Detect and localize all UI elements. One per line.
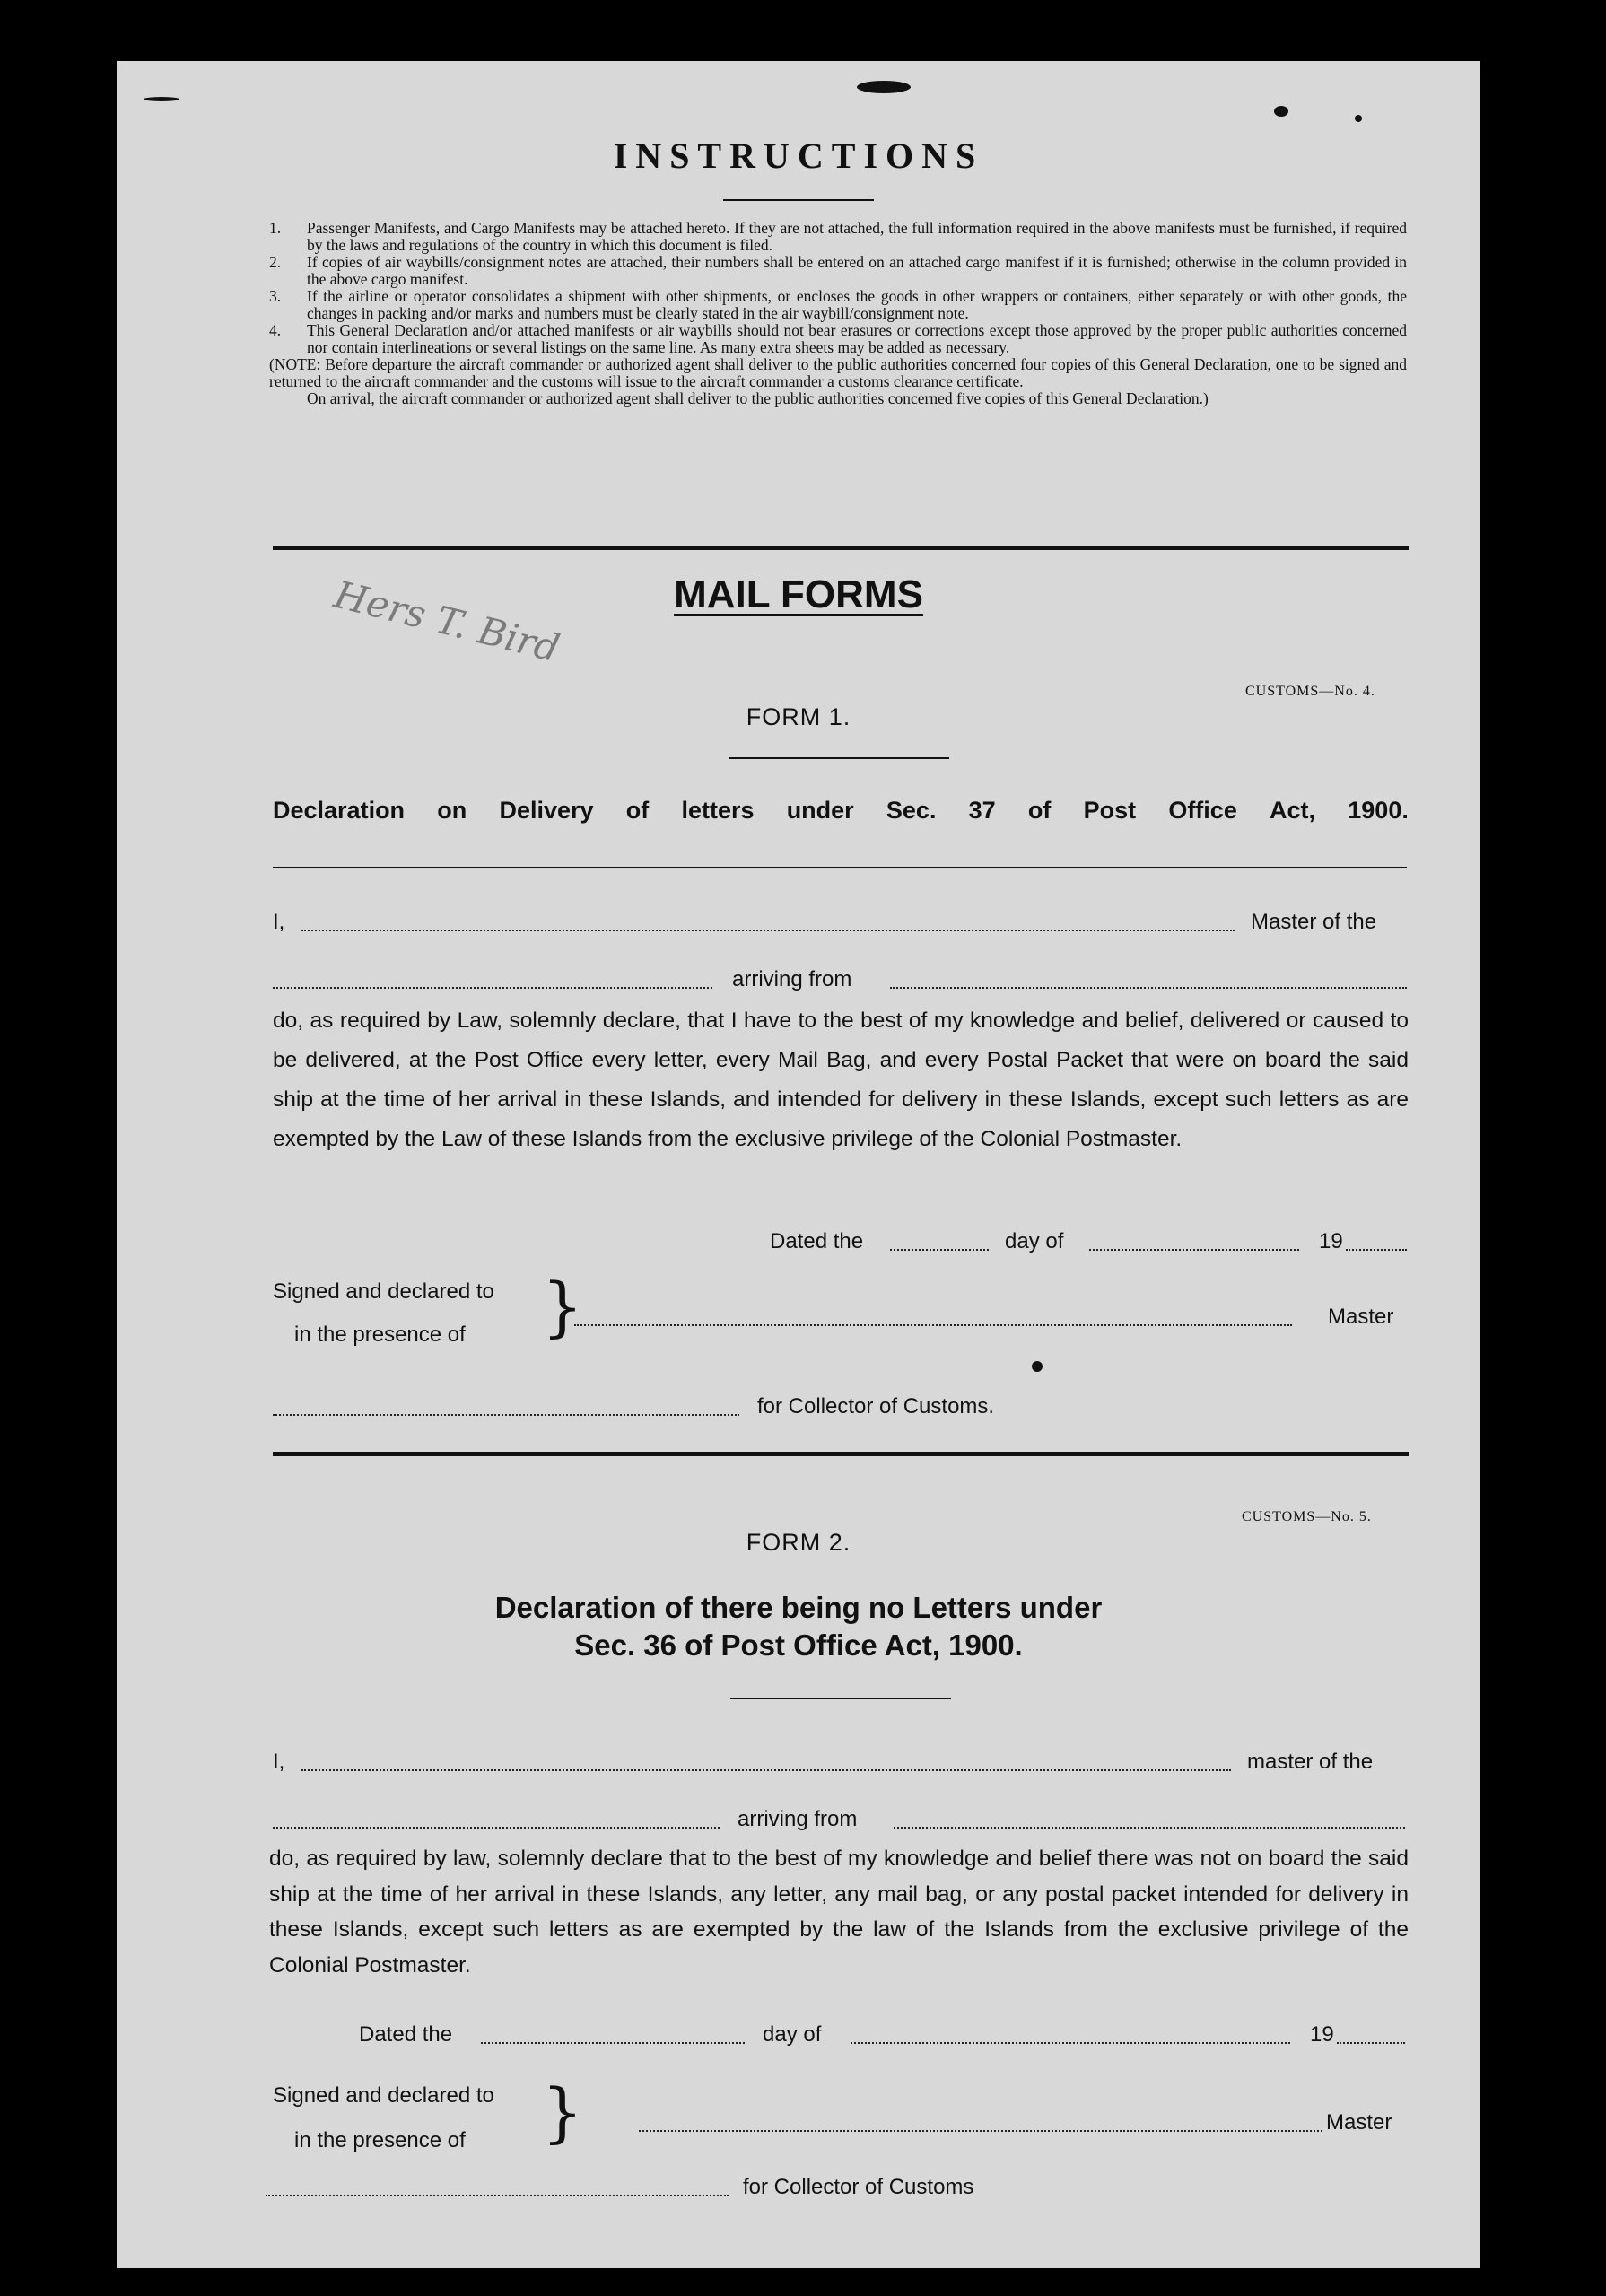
document-page xyxy=(117,61,1480,2268)
form2-brace: } xyxy=(542,2074,583,2150)
form1-master-of-label: Master of the xyxy=(1251,910,1377,934)
form1-presence-label: in the presence of xyxy=(294,1323,466,1347)
instruction-item: 3. If the airline or operator consolidates a shipment with other shipments, or encloses the goods in other wrappers or containers, either separately or with other goods, the changes in packing and/or marks and numbers must be clearly stated in the air waybill/consignment note. xyxy=(269,287,1407,322)
scan-speck xyxy=(144,97,179,101)
form2-collector-signature-field[interactable] xyxy=(266,2195,729,2196)
form2-name-field[interactable] xyxy=(301,1769,1231,1771)
form2-master-of-label: master of the xyxy=(1247,1750,1374,1774)
scan-speck xyxy=(1274,106,1288,117)
handwritten-signature: Hers T. Bird xyxy=(329,572,564,671)
form2-year-label: 19 xyxy=(1310,2022,1334,2047)
form1-i-label: I, xyxy=(273,910,285,934)
form2-title: FORM 2. xyxy=(746,1529,851,1556)
form2-dated-label: Dated the xyxy=(359,2022,453,2047)
form2-signed-label: Signed and declared to xyxy=(273,2083,494,2108)
instruction-item: 4. This General Declaration and/or attached manifests or air waybills should not bear erasures or corrections except those approved by the proper public authorities concerned nor contain interlineations or several listings on the same line. As many extra sheets may be added as necessary. xyxy=(269,321,1407,356)
scan-speck xyxy=(857,81,911,93)
form1-day-field[interactable] xyxy=(890,1249,989,1251)
scan-speck xyxy=(1355,115,1362,122)
form2-master-label: Master xyxy=(1326,2110,1392,2134)
form2-collector-label: for Collector of Customs xyxy=(743,2175,974,2199)
form2-origin-field[interactable] xyxy=(894,1827,1405,1829)
form2-declaration-line1: Declaration of there being no Letters under xyxy=(494,1591,1103,1624)
form2-title-underline xyxy=(730,1698,951,1699)
form1-origin-field[interactable] xyxy=(890,987,1407,989)
form2-arriving-label: arriving from xyxy=(738,1807,858,1831)
customs-number: CUSTOMS—No. 4. xyxy=(1245,684,1375,699)
form2-month-field[interactable] xyxy=(851,2042,1290,2044)
section-divider xyxy=(273,546,1409,550)
form2-body-text: do, as required by law, solemnly declare that to the best of my knowledge and belief there was not on board the said ship at the time of her arrival in these Islands, any letter, any mail bag, or any postal packet intended for delivery in these Islands, except such letters as are exempted by the law of the Islands from the exclusive privilege of the Colonial Postmaster. xyxy=(269,1846,1409,1977)
form1-body-text: do, as required by Law, solemnly declare, that I have to the best of my knowledge and belief, delivered or caused to be delivered, at the Post Office every letter, every Mail Bag, and every Postal Packet that were on board the said ship at the time of her arrival in these Islands, and intended for delivery in these Islands, except such letters as are exempted by the Law of these Islands from the exclusive privilege of the Colonial Postmaster. xyxy=(273,1008,1409,1151)
form1-collector-signature-field[interactable] xyxy=(273,1414,739,1416)
form1-name-field[interactable] xyxy=(301,930,1235,931)
mail-forms-heading: MAIL FORMS xyxy=(674,572,923,616)
title-underline xyxy=(723,199,874,201)
form2-declaration-line2: Sec. 36 of Post Office Act, 1900. xyxy=(574,1628,1023,1662)
instructions-list xyxy=(269,220,1407,407)
form1-dated-label: Dated the xyxy=(770,1229,864,1253)
instruction-note: (NOTE: Before departure the aircraft commander or authorized agent shall deliver to the public authorities concerned four copies of this General Declaration, one to be signed and returned to the aircraft commander and the customs will issue to the aircraft commander a customs clearance certificate. On arrival, the aircraft commander or authorized agent shall deliver to the public authorities concerned five copies of this General Declaration.) xyxy=(269,355,1407,407)
form1-ship-field[interactable] xyxy=(273,987,712,989)
instructions-title: INSTRUCTIONS xyxy=(613,135,984,176)
form1-declaration-heading: Declaration on Delivery of letters under Sec. 37 of Post Office Act, 1900. xyxy=(273,797,1409,824)
instruction-item: 1. Passenger Manifests, and Cargo Manifests may be attached hereto. If they are not attached, the full information required in the above manifests must be furnished, if required by the laws and regulations of the country in which this document is filed. xyxy=(269,219,1407,254)
form2-i-label: I, xyxy=(273,1750,285,1774)
form2-master-signature-field[interactable] xyxy=(639,2130,1322,2132)
form1-signed-label: Signed and declared to xyxy=(273,1279,494,1304)
form1-master-signature-field[interactable] xyxy=(574,1324,1292,1326)
form2-day-of-label: day of xyxy=(763,2022,822,2047)
instruction-item: 2. If copies of air waybills/consignment notes are attached, their numbers shall be entered on an attached cargo manifest if it is furnished; otherwise in the column provided in the above cargo manifest. xyxy=(269,253,1407,288)
form1-brace: } xyxy=(542,1269,583,1344)
form1-year-field[interactable] xyxy=(1346,1249,1407,1251)
form1-master-label: Master xyxy=(1328,1305,1394,1329)
form2-presence-label: in the presence of xyxy=(294,2128,466,2152)
form2-ship-field[interactable] xyxy=(273,1827,720,1829)
form1-heading-rule xyxy=(273,867,1407,868)
scan-speck xyxy=(1032,1361,1043,1372)
form2-day-field[interactable] xyxy=(481,2042,745,2044)
customs-number: CUSTOMS—No. 5. xyxy=(1242,1509,1372,1524)
form2-year-field[interactable] xyxy=(1337,2042,1405,2044)
form1-month-field[interactable] xyxy=(1089,1249,1299,1251)
form1-title: FORM 1. xyxy=(746,703,851,730)
section-divider xyxy=(273,1452,1409,1456)
form1-day-of-label: day of xyxy=(1005,1229,1064,1253)
form1-collector-label: for Collector of Customs. xyxy=(757,1394,995,1419)
form1-title-underline xyxy=(729,757,949,759)
form1-year-label: 19 xyxy=(1319,1229,1343,1253)
form1-arriving-label: arriving from xyxy=(732,967,852,991)
